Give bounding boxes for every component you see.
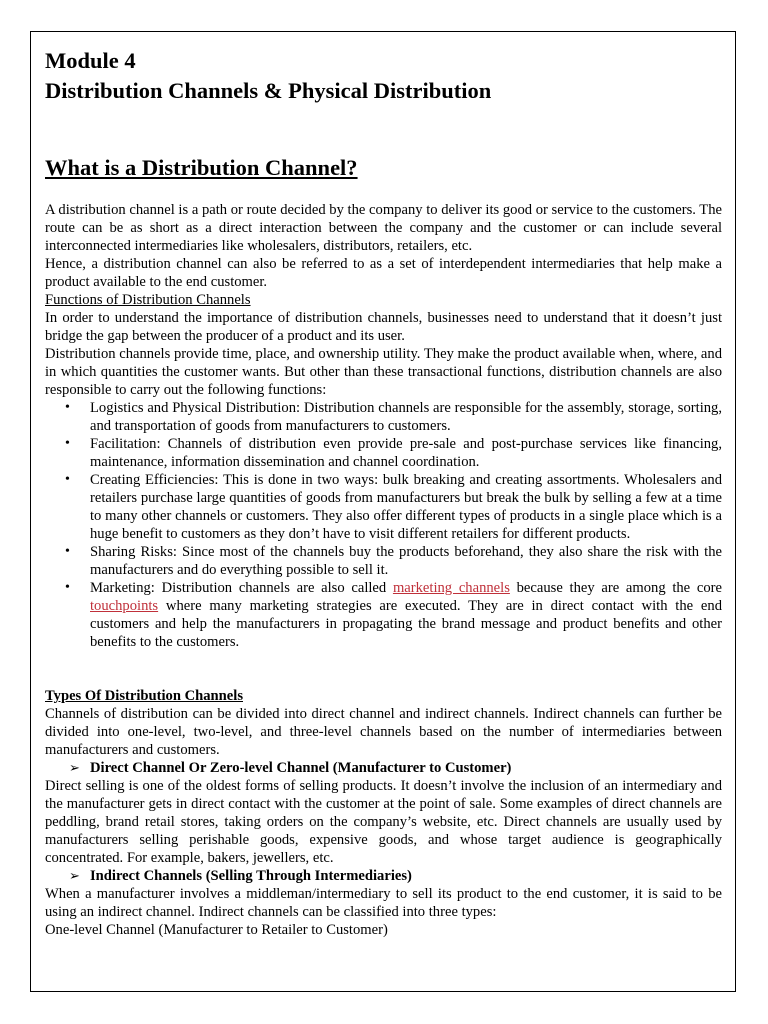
bullet-icon: • <box>65 580 70 595</box>
module-title: Distribution Channels & Physical Distribution <box>45 78 492 103</box>
bullet-icon: • <box>65 436 70 451</box>
list-item-text: Creating Efficiencies: This is done in two ways: bulk breaking and creating assortments. Wholesalers and retailers purchase large quantities of goods from manufacturers but break the bulk by selling a few at a time to many other channels or customers. They also offer different types of products in a single place which is a huge benefit to customers as they don’t have to visit different retailers for different products. <box>90 472 722 542</box>
list-item-marketing <box>45 579 722 651</box>
arrow-bullet-icon: ➢ <box>69 868 80 883</box>
marketing-text-3: where many marketing strategies are executed. They are in direct contact with the end customers and help the manufacturers in propagating the brand message and product benefits and other benefits to the customers. <box>90 598 722 650</box>
spacer <box>45 651 722 687</box>
bullet-icon: • <box>65 544 70 559</box>
arrow-bullet-icon: ➢ <box>69 760 80 775</box>
touchpoints-link[interactable]: touchpoints <box>90 598 159 614</box>
functions-heading: Functions of Distribution Channels <box>45 292 251 308</box>
indirect-channel-heading-text: Indirect Channels (Selling Through Intermediaries) <box>90 868 412 884</box>
marketing-text-1: Marketing: Distribution channels are also called <box>90 580 393 596</box>
bullet-icon: • <box>65 400 70 415</box>
list-item <box>45 435 722 471</box>
list-item <box>45 543 722 579</box>
paragraph-direct: Direct selling is one of the oldest forms of selling products. It doesn’t involve the inclusion of an intermediary and the manufacturer gets in direct contact with the customer at the point of sale. Some examples of direct channels are peddling, brand retail stores, taking orders on the company’s website, etc. Direct channels are usually used by manufacturers selling perishable goods, expensive goods, and whose target audience is geographically concentrated. For example, bakers, jewellers, etc. <box>45 778 722 866</box>
paragraph-definition: A distribution channel is a path or route decided by the company to deliver its good or service to the customers. The route can be as short as a direct interaction between the company and the customer or can include several interconnected intermediaries like wholesalers, distributors, retailers, etc. <box>45 202 722 254</box>
indirect-channel-heading <box>45 867 722 885</box>
direct-channel-heading <box>45 759 722 777</box>
marketing-channels-link[interactable]: marketing channels <box>392 580 510 596</box>
direct-channel-heading-text: Direct Channel Or Zero-level Channel (Manufacturer to Customer) <box>90 760 512 776</box>
paragraph-importance: In order to understand the importance of distribution channels, businesses need to understand that it doesn’t just bridge the gap between the producer of a product and its user. <box>45 310 722 344</box>
list-item <box>45 471 722 543</box>
paragraph-indirect: When a manufacturer involves a middleman/intermediary to sell its product to the end customer, it is said to be using an indirect channel. Indirect channels can be classified into three types: <box>45 886 722 920</box>
list-item-text: Sharing Risks: Since most of the channels buy the products beforehand, they also share the risk with the manufacturers and do everything possible to sell it. <box>90 544 722 578</box>
list-item-text: Facilitation: Channels of distribution even provide pre-sale and post-purchase services like financing, maintenance, information dissemination and channel coordination. <box>90 436 722 470</box>
bullet-icon: • <box>65 472 70 487</box>
document-body <box>45 46 722 939</box>
one-level-channel: One-level Channel (Manufacturer to Retailer to Customer) <box>45 922 388 938</box>
types-heading: Types Of Distribution Channels <box>45 688 243 704</box>
list-item-text: Logistics and Physical Distribution: Distribution channels are responsible for the assembly, storage, sorting, and transportation of goods from manufacturers to customers. <box>90 400 722 434</box>
paragraph-types: Channels of distribution can be divided into direct channel and indirect channels. Indirect channels can further be divided into one-level, two-level, and three-level channels based on the number of intermediaries between manufacturers and customers. <box>45 706 722 758</box>
module-number: Module 4 <box>45 48 136 73</box>
paragraph-hence: Hence, a distribution channel can also be referred to as a set of interdependent intermediaries that help make a product available to the end customer. <box>45 256 722 290</box>
functions-list <box>45 399 722 651</box>
marketing-text-2: because they are among the core <box>509 580 722 596</box>
section-heading-what-is: What is a Distribution Channel? <box>45 155 358 180</box>
list-item <box>45 399 722 435</box>
paragraph-utility: Distribution channels provide time, place, and ownership utility. They make the product available when, where, and in which quantities the customer wants. But other than these transactional functions, distribution channels are also responsible to carry out the following functions: <box>45 346 722 398</box>
